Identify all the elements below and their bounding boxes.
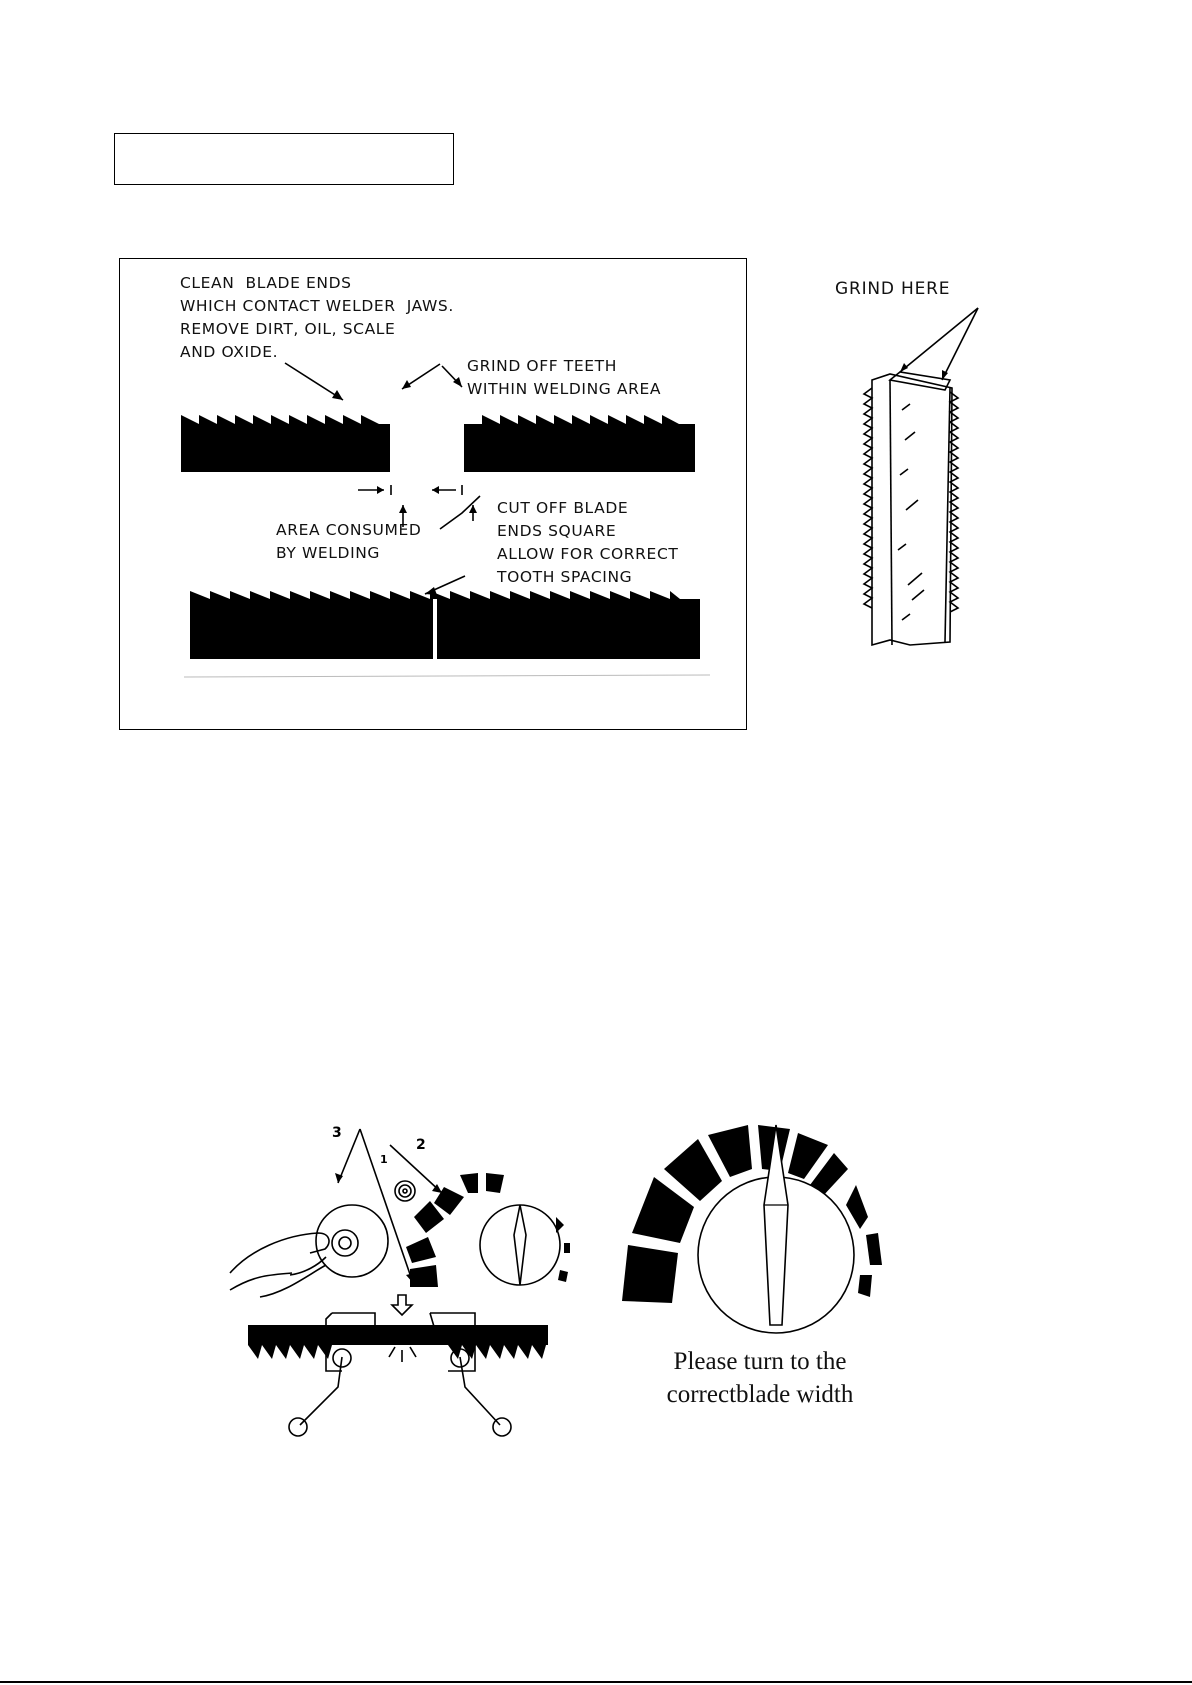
blade-width-dial: [620, 1125, 900, 1335]
blade-diagram: [120, 259, 748, 731]
left-blade-piece: [181, 415, 390, 472]
clean-blade-note: CLEAN BLADE ENDS WHICH CONTACT WELDER JAWS. REMOVE DIRT, OIL, SCALE AND OXIDE.: [180, 274, 454, 361]
welded-blade: [190, 591, 700, 659]
right-blade-piece: [464, 415, 695, 472]
caption-line-2: correctblade width: [666, 1381, 854, 1408]
step-3-label: 3: [332, 1125, 342, 1141]
blade-end-illustration: [850, 300, 960, 660]
grind-here-label: GRIND HERE: [835, 279, 951, 299]
blade-prep-figure: [119, 258, 747, 730]
step-1-label: 1: [380, 1153, 388, 1166]
section-title-box: [114, 133, 454, 185]
footer-rule: [0, 1681, 1192, 1683]
grind-teeth-note: GRIND OFF TEETH WITHIN WELDING AREA: [467, 357, 662, 398]
area-consumed-note: AREA CONSUMED BY WELDING: [276, 521, 422, 562]
step-2-label: 2: [416, 1137, 426, 1153]
welder-operation-illustration: [230, 1125, 570, 1445]
dial-caption: [620, 1345, 900, 1411]
caption-line-1: Please turn to the: [673, 1348, 847, 1375]
cut-off-note: CUT OFF BLADE ENDS SQUARE ALLOW FOR CORRECT TOOTH SPACING: [497, 499, 679, 586]
